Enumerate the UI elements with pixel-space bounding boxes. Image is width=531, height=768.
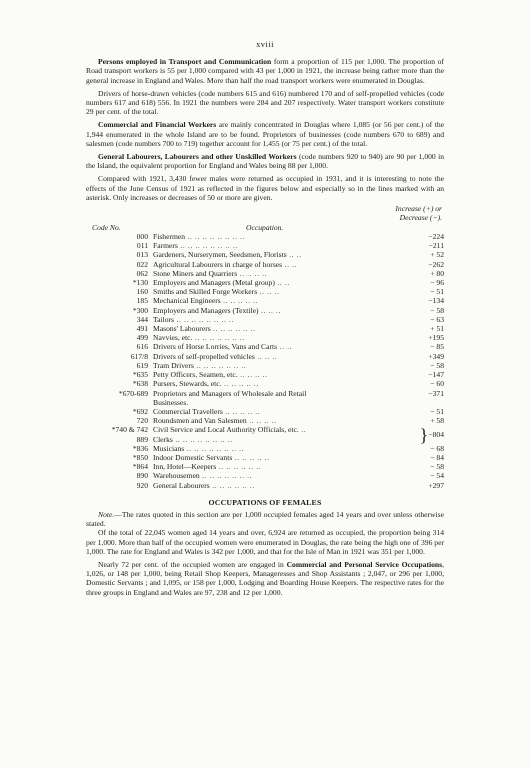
occupation-cell (153, 407, 404, 416)
document-page (86, 40, 444, 597)
paragraph-text: Drivers of horse-drawn vehicles (code numbers 615 and 616) numbered 170 and of self-propelled vehicles (code numbers 617 and 618) 556. In 1921 the numbers were 284 and 207 respectively. Water transport workers constitute 29 per cent. of the total. (86, 88, 444, 117)
occupation-name: Smiths and Skilled Forge Workers (153, 287, 258, 297)
occupation-cell (153, 389, 404, 398)
paragraph (86, 174, 444, 202)
occupation-name: Stone Miners and Quarriers (153, 268, 238, 278)
table-row (86, 398, 444, 407)
occupation-name: Gardeners, Nurserymen, Seedsmen, Florists (153, 250, 287, 260)
code-cell: 011 (136, 241, 148, 251)
paragraph-text: (code numbers 920 to 940) are 90 per 1,000 in the Island, the equivalent proportion for England and Wales being 88 per 1,000. (86, 152, 444, 171)
leader-dots: .. .. .. .. .. .. .. .. (173, 314, 234, 324)
table-row (86, 471, 444, 480)
code-cell: *130 (132, 278, 148, 288)
section-heading-females: OCCUPATIONS OF FEMALES (208, 497, 322, 507)
change-value-cell: − 51 (430, 406, 444, 416)
change-value-cell: − 84 (430, 452, 444, 462)
occupation-name: Mechanical Engineers (153, 296, 221, 306)
table-row (86, 333, 444, 342)
code-cell: 062 (136, 268, 148, 278)
leader-dots: .. .. (274, 278, 290, 288)
occupation-cell (153, 481, 404, 490)
header-occupation: Occupation. (246, 223, 284, 233)
code-cell: 160 (136, 287, 148, 297)
occupation-name: Navvies, etc. (153, 333, 193, 343)
paragraph-text: Compared with 1921, 3,430 fewer males were returned as occupied in 1931, and it is interesting to note the effects of the June Census of 1921 as reflected in the figures below and especially so in the lines marked with an asterisk. Only increases or decreases of 50 or more are given. (86, 174, 444, 202)
table-row (86, 416, 444, 425)
code-cell: 022 (136, 259, 148, 269)
occupation-name: Drivers of Horse Lorries, Vans and Carts (153, 342, 278, 352)
paragraph (86, 89, 444, 117)
occupation-cell (153, 416, 404, 425)
leader-dots: .. (298, 425, 307, 435)
code-cell: *635 (132, 370, 148, 380)
table-row (86, 453, 444, 462)
occupation-cell (153, 287, 404, 296)
females-section (86, 528, 444, 596)
change-value-cell: −371 (428, 388, 444, 398)
code-cell: *638 (132, 379, 148, 389)
transport-section (86, 57, 444, 202)
code-cell: 616 (136, 342, 148, 352)
occupation-name: Commercial Travellers (153, 406, 223, 416)
leader-dots: .. .. .. .. .. .. .. .. (184, 443, 245, 453)
table-row (86, 315, 444, 324)
occupation-cell (153, 379, 404, 388)
code-cell: 617/8 (130, 351, 148, 361)
occupation-cell (153, 232, 404, 241)
table-row (86, 287, 444, 296)
paragraph-lead: Commercial and Financial Workers (98, 120, 217, 130)
leader-dots: .. .. .. .. .. .. (210, 324, 256, 334)
occupation-name: Petty Officers, Seamen, etc. (153, 370, 238, 380)
occupation-name: Roundsmen and Van Salesmen (153, 416, 247, 426)
occupation-cell (153, 269, 404, 278)
occupation-name: Employers and Managers (Textile) (153, 305, 259, 315)
table-row (86, 435, 444, 444)
leader-dots: .. .. .. .. .. .. .. .. (172, 434, 233, 444)
occupation-cell (153, 370, 404, 379)
change-value-cell: − 58 (430, 360, 444, 370)
table-row (86, 481, 444, 490)
leader-dots: .. .. (277, 342, 293, 352)
code-cell: 185 (136, 296, 148, 306)
occupation-cell (153, 241, 404, 250)
code-cell: *670-689 (118, 388, 148, 398)
table-row (86, 444, 444, 453)
occupation-name: Agricultural Labourers in charge of horses (153, 259, 283, 269)
leader-dots: .. .. (282, 259, 298, 269)
occupation-cell (153, 444, 404, 453)
occupation-cell (153, 398, 404, 407)
change-value-cell: + 58 (430, 416, 444, 426)
leader-dots: .. .. .. .. .. (232, 452, 270, 462)
occupation-cell (153, 315, 404, 324)
change-value-cell: − 51 (430, 287, 444, 297)
code-cell: 890 (136, 471, 148, 481)
change-value-cell: − 54 (430, 471, 444, 481)
paragraph (86, 152, 444, 170)
header-decrease: Decrease (−). (399, 213, 442, 223)
leader-dots: .. .. .. .. .. (221, 379, 260, 389)
change-value-cell: −147 (428, 370, 444, 380)
leader-dots: .. .. .. .. .. .. (209, 480, 255, 490)
occupation-name: Civil Service and Local Authority Officials, etc. (153, 425, 299, 435)
leader-dots: .. .. .. .. (237, 268, 268, 278)
occupation-name: Farmers (153, 241, 178, 251)
note-paragraph (86, 510, 444, 528)
paragraph-text: form a proportion of 115 per 1,000. The proportion of Road transport workers is 55 per 1,000 compared with 43 per 1,000 in 1921, the increase being rather more than the general increase in England and Wales. More than half the road transport workers were enumerated in Douglas. (86, 57, 444, 85)
table-row (86, 260, 444, 269)
occupation-name: Pursers, Stewards, etc. (153, 379, 222, 389)
occupation-cell (153, 453, 404, 462)
code-cell: 499 (136, 333, 148, 343)
paragraph (86, 560, 444, 597)
occupation-cell (153, 342, 404, 351)
code-cell: 000 (136, 232, 148, 242)
leader-dots: .. .. .. .. (237, 370, 268, 380)
paragraph-text: are mainly concentrated in Douglas where 1,085 (or 56 per cent.) of the 1,944 enumerated in the whole Island are to be found. Proprietors of businesses (code numbers 670 to 689) and salesmen (code numbers 700 to 719) together account for 1,455 (or 75 per cent.) of the total. (86, 120, 444, 148)
table-row (86, 370, 444, 379)
table-row (86, 462, 444, 471)
occupation-name: Indoor Domestic Servants (153, 452, 233, 462)
occupation-name: Musicians (153, 443, 185, 453)
occupation-cell (153, 352, 404, 361)
table-row (86, 241, 444, 250)
occupation-cell (153, 296, 404, 305)
occupation-name: Proprietors and Managers of Wholesale and Retail (153, 388, 307, 398)
change-value-cell: −224 (428, 232, 444, 242)
paragraph-lead: Commercial and Personal Service Occupations (286, 559, 443, 569)
leader-dots: .. .. .. (257, 287, 280, 297)
table-row (86, 361, 444, 370)
paragraph-text: Of the total of 22,045 women aged 14 years and over, 6,924 are returned as occupied, the proportion being 314 per 1,000. More than half of the occupied women were enumerated in Douglas, the rate being the high one of 396 per 1,000. The rate for England and Wales is 342 per 1,000, and that for the Isle of Man in 1921 was 351 per 1,000. (86, 528, 444, 556)
table-row (86, 342, 444, 351)
change-value-cell: −262 (428, 259, 444, 269)
note-label: Note. (98, 509, 115, 519)
occupation-cell (153, 333, 404, 342)
note-text: —The rates quoted in this section are per 1,000 occupied females aged 14 years and over unless otherwise stated. (86, 509, 444, 529)
occupation-name: Warehousemen (153, 471, 200, 481)
paragraph-text: Nearly 72 per cent. of the occupied women are engaged in (98, 559, 287, 569)
table-row (86, 407, 444, 416)
change-value-cell: +297 (428, 480, 444, 490)
code-cell: 619 (136, 360, 148, 370)
header-code-no: Code No. (92, 223, 121, 233)
paragraph (86, 120, 444, 148)
change-value-cell: +195 (428, 333, 444, 343)
change-value-cell: − 58 (430, 305, 444, 315)
code-cell: *864 (132, 462, 148, 472)
occupation-cell (153, 260, 404, 269)
occupation-name: Inn, Hotel—Keepers (153, 462, 217, 472)
code-cell: *836 (132, 443, 148, 453)
code-cell: 344 (136, 314, 148, 324)
occupation-cell (153, 462, 404, 471)
code-cell: 920 (136, 480, 148, 490)
table-row (86, 250, 444, 259)
occupation-name: Businesses. (153, 397, 189, 407)
paragraph-text: , 1,026, or 148 per 1,000, being Retail Shop Keepers, Manageresses and Shop Assistants ; 2,047, or 296 per 1,000, Domestic Servants ; and 1,095, or 158 per 1,000, Lodging and Boarding House Keepers. The respective rates for the three groups in England and Wales are 97, 238 and 12 per 1,000. (86, 559, 444, 597)
occupation-name: Tailors (153, 314, 174, 324)
change-value-cell: + 80 (430, 268, 444, 278)
change-value-cell: − 68 (430, 443, 444, 453)
occupation-cell (153, 435, 404, 444)
change-value-cell (404, 425, 444, 443)
table-header (86, 204, 444, 232)
occupation-name: Fishermen (153, 232, 186, 242)
occupation-name: Drivers of self-propelled vehicles (153, 351, 255, 361)
code-cell: *692 (132, 406, 148, 416)
change-value-cell (404, 398, 444, 407)
table-row (86, 352, 444, 361)
occupation-cell (153, 278, 404, 287)
paragraph (86, 528, 444, 556)
header-increase: Increase (+) or (395, 204, 442, 214)
paragraph-lead: General Labourers, Labourers and other Unskilled Workers (98, 152, 297, 162)
table-row (86, 324, 444, 333)
table-row (86, 389, 444, 398)
occupation-change-table (86, 232, 444, 490)
code-cell: 013 (136, 250, 148, 260)
change-value-cell: + 51 (430, 324, 444, 334)
occupation-cell (153, 425, 404, 434)
occupation-name: Employers and Managers (Metal group) (153, 278, 275, 288)
code-cell: *740 & 742 (111, 425, 148, 435)
change-value-cell: −211 (428, 241, 444, 251)
change-value-cell: − 63 (430, 314, 444, 324)
table-row (86, 278, 444, 287)
paragraph (86, 57, 444, 85)
table-row (86, 306, 444, 315)
code-cell: 720 (136, 416, 148, 426)
change-value-cell: − 58 (430, 462, 444, 472)
leader-dots: .. .. .. .. .. (220, 296, 259, 306)
occupation-name: Clerks (153, 434, 173, 444)
leader-dots: .. .. .. .. .. .. .. (199, 471, 253, 481)
change-value-cell: − 85 (430, 342, 444, 352)
change-value-cell: +349 (428, 351, 444, 361)
occupation-cell (153, 250, 404, 259)
table-row (86, 269, 444, 278)
leader-dots: .. .. .. .. .. (222, 406, 261, 416)
leader-dots: .. .. .. .. .. .. .. .. (185, 232, 246, 242)
change-value-cell: + 52 (430, 250, 444, 260)
leader-dots: .. .. .. .. .. .. .. (193, 360, 247, 370)
occupation-name: General Labourers (153, 480, 210, 490)
code-cell: *850 (132, 452, 148, 462)
table-row (86, 379, 444, 388)
leader-dots: .. .. .. (254, 351, 278, 361)
occupation-name: Masons' Labourers (153, 324, 211, 334)
leader-dots: .. .. .. .. (246, 416, 277, 426)
code-cell: 491 (136, 324, 148, 334)
occupation-cell (153, 324, 404, 333)
occupation-cell (153, 306, 404, 315)
brace-value: −804 (428, 429, 444, 439)
change-value-cell: − 96 (430, 278, 444, 288)
table-row (86, 425, 444, 434)
increase-decrease-header (395, 204, 442, 222)
paragraph-lead: Persons employed in Transport and Communication (98, 57, 272, 67)
occupation-name: Tram Drivers (153, 360, 194, 370)
occupation-cell (153, 471, 404, 480)
table-row (86, 232, 444, 241)
leader-dots: .. .. (286, 250, 302, 260)
leader-dots: .. .. .. (258, 305, 282, 315)
change-value-cell: − 60 (430, 379, 444, 389)
change-value-cell: −134 (428, 296, 444, 306)
occupation-cell (153, 361, 404, 370)
page-number: xviii (256, 40, 274, 49)
brace-mark: } (419, 424, 429, 445)
code-cell: *300 (132, 305, 148, 315)
leader-dots: .. .. .. .. .. .. (216, 462, 262, 472)
leader-dots: .. .. .. .. .. .. .. .. (177, 241, 238, 251)
leader-dots: .. .. .. .. .. .. .. (192, 333, 245, 343)
code-cell: 889 (136, 434, 148, 444)
table-row (86, 296, 444, 305)
code-cell (86, 398, 153, 407)
